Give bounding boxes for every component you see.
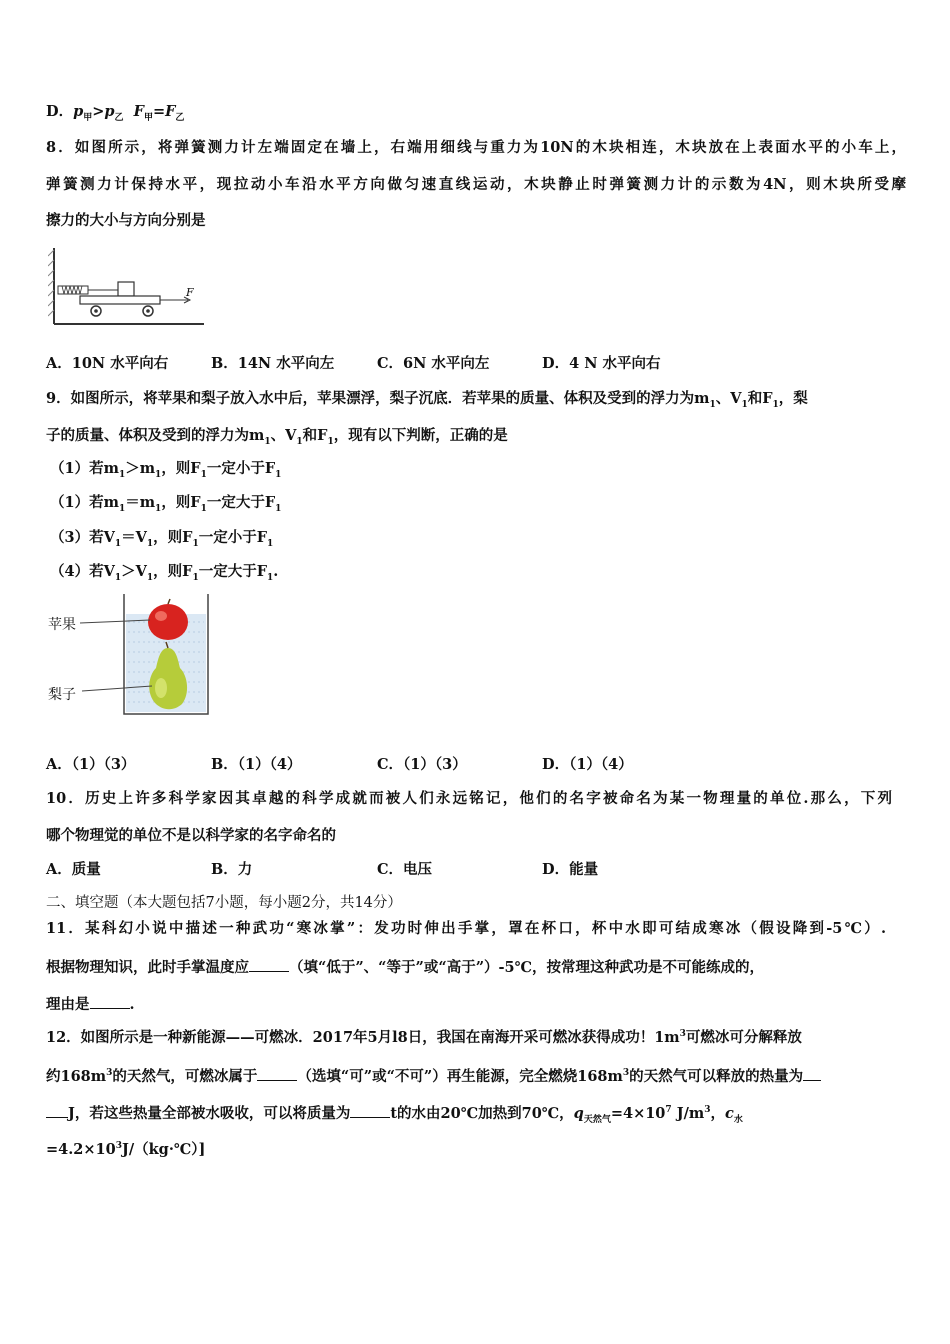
q9-judgement-3: （3）若$V_1=V_1$，则$F_1$一定小于$F_1$ [50,529,274,549]
q11-blank-1[interactable] [249,957,289,972]
q9-option-b[interactable]: B．（1）（4） [211,756,302,773]
q9-judgement-4: （4）若$V_1>V_1$，则$F_1$一定大于$F_1$. [50,563,279,583]
q9-judgement-2: （1）若$m_1=m_1$，则$F_1$一定大于$F_1$ [50,494,282,514]
q9-text-line-1: 9．如图所示，将苹果和梨子放入水中后，苹果漂浮，梨子沉底．若苹果的质量、体积及受到的浮力为$m_1$、$V_1$和$F_1$，梨 [46,390,808,410]
q8-figure-force-label: F [186,286,194,299]
q10-text-line-2: 哪个物理觉的单位不是以科学家的名字命名的 [46,827,336,844]
q8-text-line-2: 弹簧测力计保持水平，现拉动小车沿水平方向做匀速直线运动，木块静止时弹簧测力计的示数为4N，则木块所受摩 [46,176,906,193]
q10-option-c[interactable]: C．电压 [377,861,433,878]
q9-figure-pear-label: 梨子 [48,687,76,703]
q11-blank-2[interactable] [90,994,130,1009]
q9-figure-apple-pear-beaker [44,590,214,720]
q12-text-line-2: 约$168m^3$的天然气，可燃冰属于 （选填“可”或“不可”）再生能源，完全燃烧$168m^3$的天然气可以释放的热量为 [46,1066,821,1086]
q9-text-line-2: 子的质量、体积及受到的浮力为$m_1$、$V_1$和$F_1$，现有以下判断，正确的是 [46,427,508,447]
q9-judgement-1: （1）若$m_1>m_1$，则$F_1$一定小于$F_1$ [50,460,282,480]
section-2-heading: 二、填空题（本大题包括7小题，每小题2分，共14分） [46,895,402,911]
q11-text-line-1: 11．某科幻小说中描述一种武功“寒冰掌”：发功时伸出手掌，罩在杯口，杯中水即可结成寒冰（假设降到-5℃）. [46,920,886,937]
q10-option-a[interactable]: A．质量 [46,861,101,878]
q12-blank-2-end[interactable] [46,1103,68,1118]
q9-option-d[interactable]: D．（1）（4） [542,756,633,773]
q7-option-d: D．$p_甲>p_乙$ $F_甲=F_乙$ [46,103,185,123]
q12-blank-1[interactable] [257,1066,297,1081]
q8-option-c[interactable]: C．6N 水平向左 [377,355,490,372]
q12-blank-2-start[interactable] [803,1066,821,1081]
q12-text-line-4: $=4.2\times 10^3J/(kg\cdot℃)$] [46,1141,206,1158]
q8-figure-spring-scale-cart [48,246,208,328]
q10-option-d[interactable]: D．能量 [542,861,599,878]
q12-text-line-1: 12．如图所示是一种新能源——可燃冰．2017年5月l8日，我国在南海开采可燃冰获得成功！$1m^3$可燃冰可分解释放 [46,1029,802,1046]
q11-text-line-2: 根据物理知识，此时手掌温度应 （填“低于”、“等于”或“高于”）-5℃，按常理这种武功是不可能练成的， [46,959,765,976]
q8-option-a[interactable]: A．10N 水平向右 [46,355,169,372]
q8-text-line-1: 8．如图所示，将弹簧测力计左端固定在墙上，右端用细线与重力为10N的木块相连，木块放在上表面水平的小车上， [46,139,906,156]
q8-option-d[interactable]: D．4 N 水平向右 [542,355,661,372]
q11-text-line-3: 理由是 . [46,996,135,1013]
q8-option-b[interactable]: B．14N 水平向左 [211,355,335,372]
q12-blank-3[interactable] [350,1103,390,1118]
q9-option-a[interactable]: A．（1）（3） [46,756,136,773]
q9-figure-apple-label: 苹果 [48,617,76,633]
q8-text-line-3: 擦力的大小与方向分别是 [46,212,206,229]
q10-text-line-1: 10．历史上许多科学家因其卓越的科学成就而被人们永远铭记，他们的名字被命名为某一物理量的单位.那么，下列 [46,790,892,807]
q9-option-c[interactable]: C．（1）（3） [377,756,467,773]
q10-option-b[interactable]: B．力 [211,861,253,878]
q12-text-line-3: J，若这些热量全部被水吸收，可以将质量为 t的水由20℃加热到70℃，$q_{天然气}=4\times 10^7$ $J/m^3$，$c_水$ [46,1103,743,1123]
